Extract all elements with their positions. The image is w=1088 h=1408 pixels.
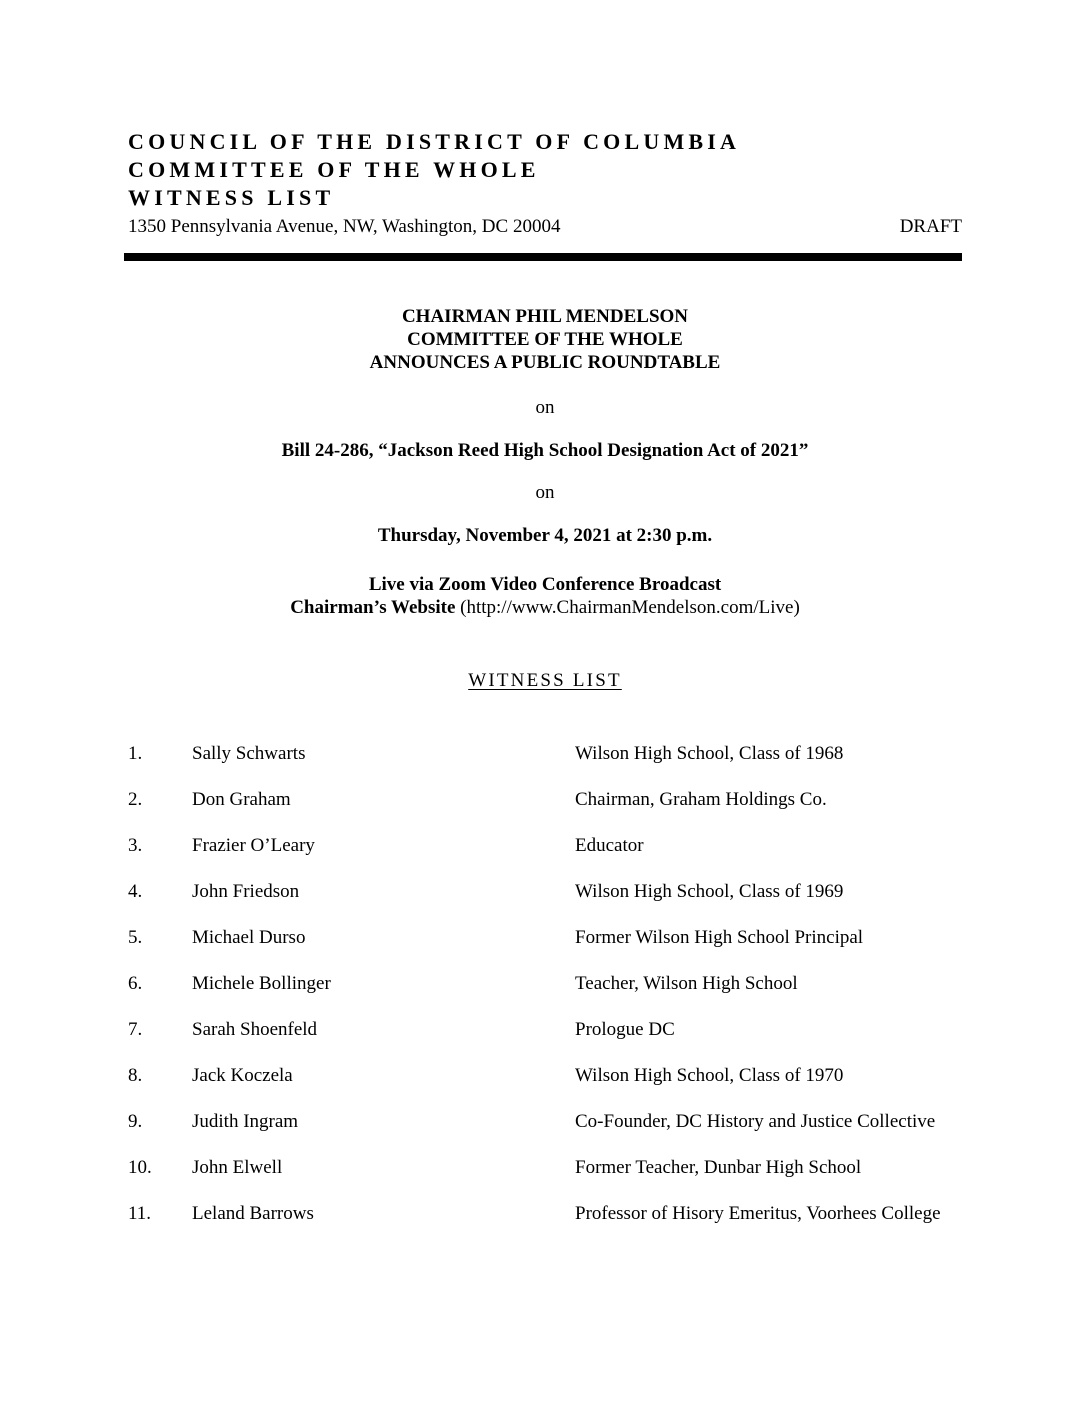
chairman-line: CHAIRMAN PHIL MENDELSON (401, 306, 689, 327)
witness-name: Judith Ingram (192, 1111, 299, 1132)
roundtable-line: ANNOUNCES A PUBLIC ROUNDTABLE (369, 352, 721, 373)
witness-name: Sarah Shoenfeld (192, 1019, 318, 1040)
website-url: (http://www.ChairmanMendelson.com/Live) (455, 597, 800, 618)
witness-row (128, 834, 962, 857)
witness-row (128, 1110, 962, 1133)
witness-affiliation: Former Wilson High School Principal (575, 927, 864, 948)
document-type: WITNESS LIST (128, 185, 335, 210)
witness-affiliation: Wilson High School, Class of 1969 (575, 881, 844, 902)
witness-row (128, 788, 962, 811)
witness-affiliation: Wilson High School, Class of 1970 (575, 1065, 844, 1086)
witness-number: 6. (128, 973, 143, 994)
letterhead (128, 128, 962, 240)
draft-status: DRAFT (899, 216, 962, 237)
witness-row (128, 742, 962, 765)
witness-name: Frazier O’Leary (192, 835, 315, 856)
website-label: Chairman’s Website (290, 597, 456, 618)
witness-name: Jack Koczela (192, 1065, 293, 1086)
witness-number: 10. (128, 1157, 152, 1178)
witness-affiliation: Educator (575, 835, 644, 856)
witness-name: John Elwell (192, 1157, 283, 1178)
witness-row (128, 1018, 962, 1041)
witness-row (128, 1202, 962, 1225)
witness-name: Michele Bollinger (192, 973, 331, 994)
witness-affiliation: Co-Founder, DC History and Justice Collective (575, 1111, 936, 1132)
witness-number: 4. (128, 881, 143, 902)
announcement-header (128, 305, 962, 374)
broadcast-info (128, 573, 962, 619)
witness-number: 5. (128, 927, 143, 948)
witness-name: Michael Durso (192, 927, 306, 948)
witness-row (128, 1156, 962, 1179)
witness-name: Don Graham (192, 789, 291, 810)
witness-row (128, 880, 962, 903)
witness-affiliation: Teacher, Wilson High School (575, 973, 798, 994)
witness-number: 11. (128, 1203, 152, 1224)
on-text-1: on (535, 397, 555, 418)
witness-affiliation: Wilson High School, Class of 1968 (575, 743, 844, 764)
committee-name: COMMITTEE OF THE WHOLE (128, 157, 540, 182)
witness-row (128, 926, 962, 949)
address-row (128, 214, 962, 240)
bill-title: Bill 24-286, “Jackson Reed High School Designation Act of 2021” (281, 440, 809, 461)
witness-affiliation: Former Teacher, Dunbar High School (575, 1157, 862, 1178)
witness-name: John Friedson (192, 881, 300, 902)
witness-number: 1. (128, 743, 143, 764)
witness-row (128, 1064, 962, 1087)
witness-number: 7. (128, 1019, 143, 1040)
council-address: 1350 Pennsylvania Avenue, NW, Washington, DC 20004 (128, 216, 561, 237)
witness-name: Sally Schwarts (192, 743, 306, 764)
witness-number: 8. (128, 1065, 143, 1086)
witness-affiliation: Professor of Hisory Emeritus, Voorhees College (575, 1203, 941, 1224)
witness-affiliation: Prologue DC (575, 1019, 675, 1040)
witness-number: 9. (128, 1111, 143, 1132)
committee-line: COMMITTEE OF THE WHOLE (407, 329, 683, 350)
witness-list-heading: WITNESS LIST (468, 670, 622, 691)
witness-name: Leland Barrows (192, 1203, 314, 1224)
venue-line: Live via Zoom Video Conference Broadcast (368, 574, 722, 595)
witness-number: 3. (128, 835, 143, 856)
witness-number: 2. (128, 789, 143, 810)
council-name: COUNCIL OF THE DISTRICT OF COLUMBIA (128, 129, 741, 154)
witness-row (128, 972, 962, 995)
on-text-2: on (535, 482, 555, 503)
header-divider (124, 253, 962, 261)
website-line (128, 596, 962, 619)
hearing-datetime: Thursday, November 4, 2021 at 2:30 p.m. (377, 525, 713, 546)
witness-list (128, 742, 962, 1248)
witness-affiliation: Chairman, Graham Holdings Co. (575, 789, 827, 810)
